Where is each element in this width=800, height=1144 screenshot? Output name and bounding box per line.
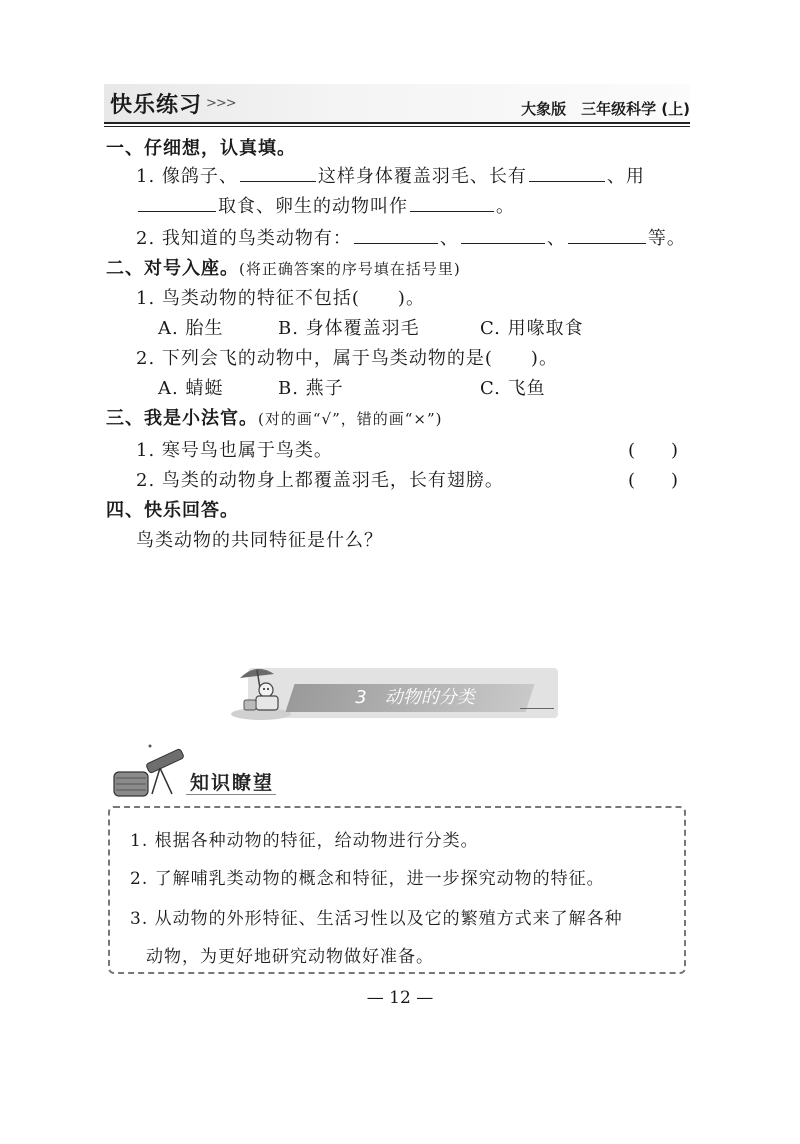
s1-q1-text-a: 1. 像鸽子、 xyxy=(136,166,238,187)
kid-with-umbrella-icon xyxy=(226,660,296,722)
answer-blank[interactable] xyxy=(461,227,545,244)
s2-q1: 1. 鸟类动物的特征不包括( )。 xyxy=(136,288,425,309)
section2-note: (将正确答案的序号填在括号里) xyxy=(239,260,461,278)
s3-item-1-answer[interactable]: ( ) xyxy=(628,440,679,461)
s2-q2: 2. 下列会飞的动物中，属于鸟类动物的是( )。 xyxy=(136,348,558,369)
header-rule xyxy=(104,122,690,127)
s1-q1-text-d: 取食、卵生的动物叫作 xyxy=(218,196,408,217)
answer-blank[interactable] xyxy=(138,195,216,212)
s1-q1-text-c: 、用 xyxy=(606,166,645,187)
s2-q2-option-a[interactable]: A. 蜻蜓 xyxy=(158,378,224,399)
section1-title: 一、仔细想，认真填。 xyxy=(106,138,296,159)
section3-note: (对的画“√”，错的画“×”) xyxy=(258,410,443,428)
s3-item-2-answer[interactable]: ( ) xyxy=(628,470,679,491)
knowledge-item-1: 1. 根据各种动物的特征，给动物进行分类。 xyxy=(130,831,479,851)
s1-q2-sep: 、 xyxy=(546,228,566,249)
s1-q1-text-e: 。 xyxy=(496,196,515,217)
knowledge-title-rule xyxy=(186,794,276,795)
s2-q1-option-b[interactable]: B. 身体覆盖羽毛 xyxy=(278,318,420,339)
answer-blank[interactable] xyxy=(410,195,494,212)
answer-blank[interactable] xyxy=(529,165,605,182)
answer-blank[interactable] xyxy=(568,227,646,244)
section3-title: 三、我是小法官。 xyxy=(106,408,258,429)
knowledge-item-3: 3. 从动物的外形特征、生活习性以及它的繁殖方式来了解各种 xyxy=(130,909,623,929)
s4-question: 鸟类动物的共同特征是什么？ xyxy=(136,530,383,551)
section2-title: 二、对号入座。 xyxy=(106,258,239,279)
knowledge-item-2: 2. 了解哺乳类动物的概念和特征，进一步探究动物的特征。 xyxy=(130,869,605,889)
telescope-icon xyxy=(106,738,192,802)
s1-q2-text-a: 2. 我知道的鸟类动物有： xyxy=(136,228,352,249)
answer-blank[interactable] xyxy=(240,165,316,182)
header-title: 快乐练习 xyxy=(110,93,203,118)
s1-q2-text-d: 等。 xyxy=(647,228,686,249)
s1-q1-line2 xyxy=(136,192,515,218)
s1-q2-sep: 、 xyxy=(439,228,459,249)
unit-banner-label: 3 动物的分类 xyxy=(355,687,475,708)
s1-q1-line1 xyxy=(136,162,645,188)
knowledge-item-3-cont: 动物，为更好地研究动物做好准备。 xyxy=(146,947,434,967)
s1-q1-text-b: 这样身体覆盖羽毛、长有 xyxy=(317,166,527,187)
header-arrows: >>> xyxy=(206,96,236,111)
header-book-info: 大象版 三年级科学 (上) xyxy=(521,100,690,118)
unit-banner-underline xyxy=(520,708,554,709)
s2-q1-option-a[interactable]: A. 胎生 xyxy=(158,318,224,339)
s2-q2-option-c[interactable]: C. 飞鱼 xyxy=(480,378,546,399)
s2-q1-option-c[interactable]: C. 用喙取食 xyxy=(480,318,584,339)
s2-q2-option-b[interactable]: B. 燕子 xyxy=(278,378,344,399)
s3-item-2: 2. 鸟类的动物身上都覆盖羽毛，长有翅膀。 xyxy=(136,470,504,491)
section2-heading xyxy=(106,254,461,280)
answer-blank[interactable] xyxy=(354,227,438,244)
page-number: — 12 — xyxy=(366,988,434,1008)
s3-item-1: 1. 寒号鸟也属于鸟类。 xyxy=(136,440,333,461)
section3-heading xyxy=(106,404,443,430)
section4-title: 四、快乐回答。 xyxy=(106,500,239,521)
s1-q2-line xyxy=(136,224,686,250)
knowledge-title: 知识瞭望 xyxy=(190,772,275,794)
